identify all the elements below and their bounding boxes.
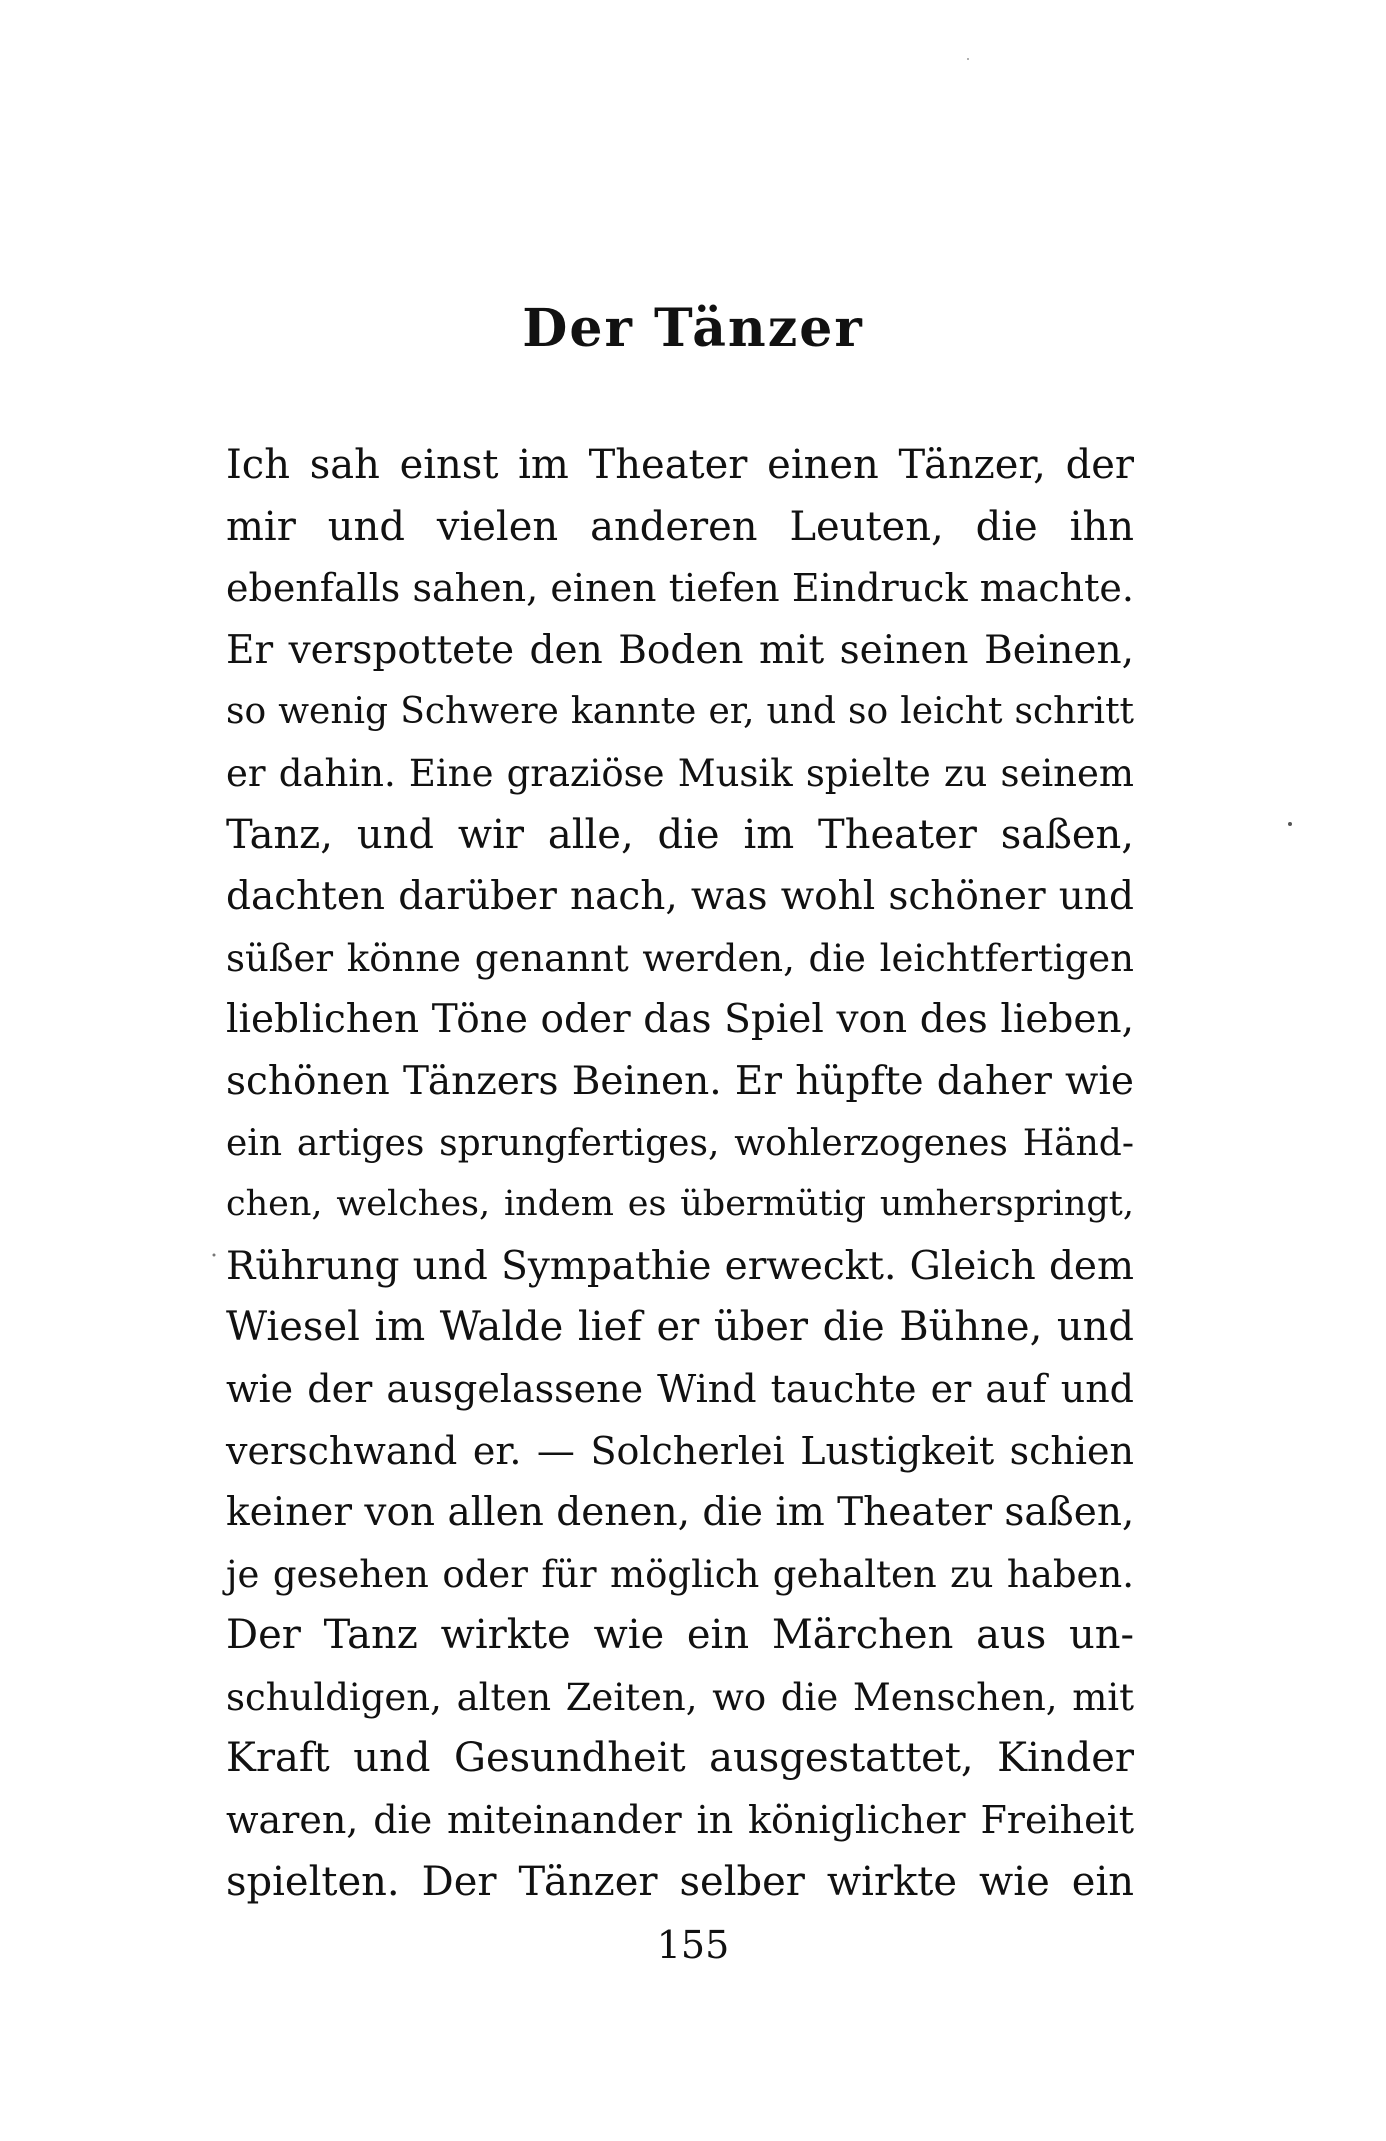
page-number: 155 [656, 1923, 730, 1967]
text-line: Er verspottete den Boden mit seinen Beinen, [226, 627, 1134, 673]
text-line: dachten darüber nach, was wohl schöner und [226, 874, 1134, 920]
text-line: Wiesel im Walde lief er über die Bühne, und [226, 1304, 1134, 1351]
speck [1288, 822, 1292, 826]
text-line: je gesehen oder für möglich gehalten zu haben. [226, 1552, 1134, 1596]
text-line: süßer könne genannt werden, die leichtfertigen [226, 936, 1134, 980]
body-text [226, 435, 1134, 1913]
text-line: chen, welches, indem es übermütig umherspringt, [226, 1184, 1134, 1225]
text-line: Tanz, und wir alle, die im Theater saßen, [226, 811, 1134, 858]
text-line: ein artiges sprungfertiges, wohlerzogenes Händ- [226, 1122, 1134, 1164]
text-line: er dahin. Eine graziöse Musik spielte zu seinem [226, 751, 1134, 795]
text-line: Rührung und Sympathie erweckt. Gleich dem [226, 1243, 1134, 1289]
chapter-title: Der Tänzer [522, 298, 864, 359]
text-line: so wenig Schwere kannte er, und so leicht schritt [226, 691, 1134, 733]
speck [213, 1254, 216, 1257]
text-line: verschwand er. — Solcherlei Lustigkeit schien [226, 1428, 1134, 1473]
text-line: keiner von allen denen, die im Theater saßen, [226, 1490, 1135, 1536]
text-line: Der Tanz wirkte wie ein Märchen aus un- [226, 1612, 1134, 1659]
text-line: ebenfalls sahen, einen tiefen Eindruck machte. [226, 566, 1134, 611]
speck [967, 58, 969, 60]
text-line: schuldigen, alten Zeiten, wo die Menschen, mit [226, 1675, 1134, 1719]
text-line: wie der ausgelassene Wind tauchte er auf und [226, 1366, 1134, 1411]
text-line: mir und vielen anderen Leuten, die ihn [226, 503, 1134, 550]
text-line: Kraft und Gesundheit ausgestattet, Kinder [226, 1735, 1134, 1782]
text-line: spielten. Der Tänzer selber wirkte wie ein [226, 1858, 1134, 1905]
text-line: lieblichen Töne oder das Spiel von des lieben, [226, 997, 1134, 1043]
text-line: Ich sah einst im Theater einen Tänzer, der [226, 442, 1134, 488]
text-line: waren, die miteinander in königlicher Freiheit [226, 1798, 1134, 1843]
text-line: schönen Tänzers Beinen. Er hüpfte daher wie [226, 1058, 1134, 1104]
